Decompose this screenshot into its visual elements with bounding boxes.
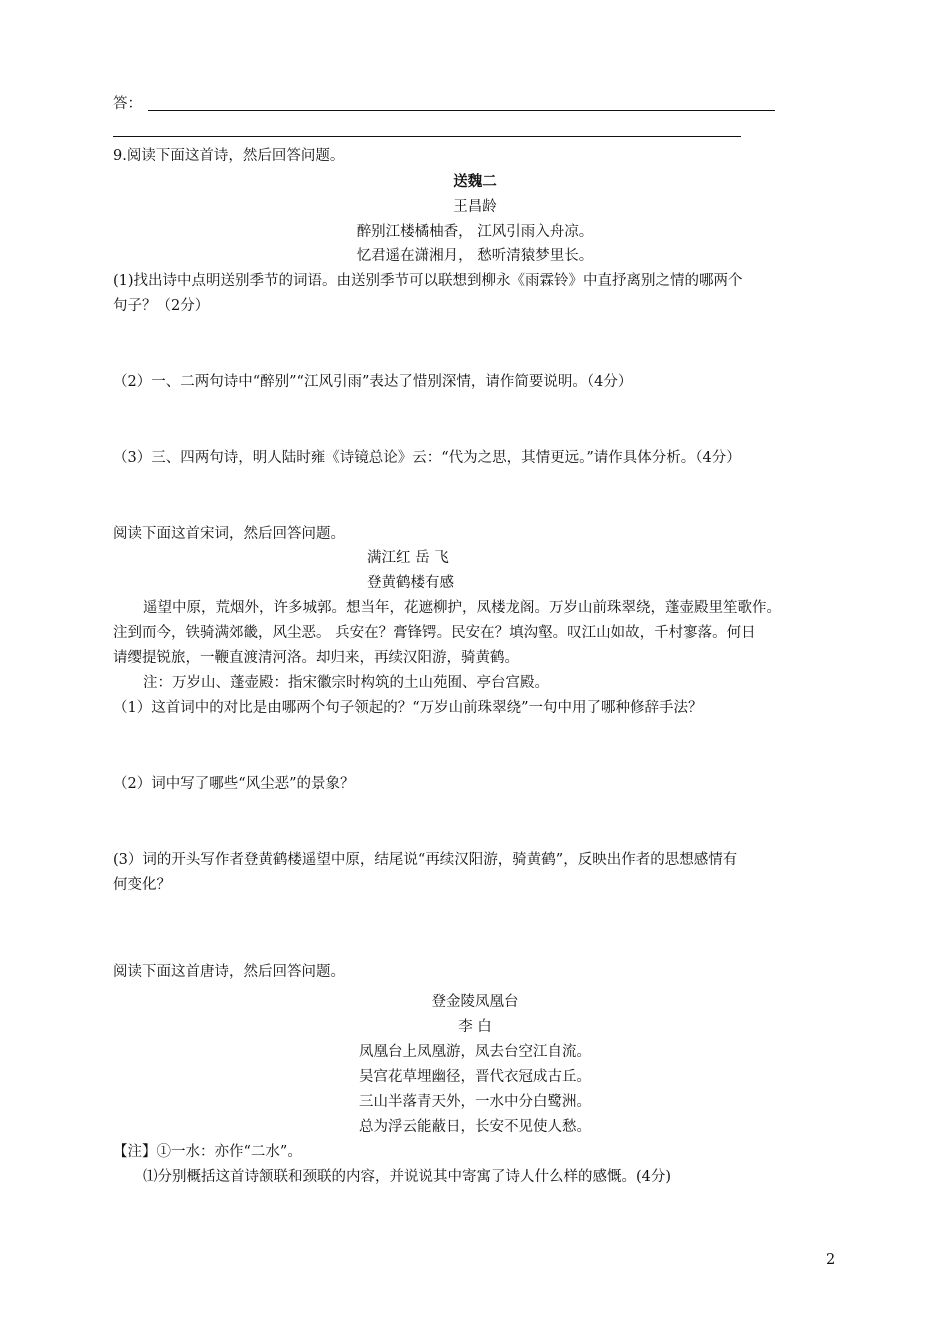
ci-note: 注：万岁山、蓬壶殿：指宋徽宗时构筑的土山苑囿、亭台宫殿。 (143, 675, 549, 691)
answer-label: 答： (113, 96, 142, 112)
question-text: (1)找出诗中点明送别季节的词语。由送别季节可以联想到柳永《雨霖铃》中直抒离别之情的哪两个 (113, 273, 743, 289)
question-text: (3）词的开头写作者登黄鹤楼遥望中原，结尾说“再续汉阳游，骑黄鹤”，反映出作者的思想感情有 (113, 852, 738, 868)
poem-author: 李 白 (458, 1019, 492, 1035)
ci-subtitle: 登黄鹤楼有感 (367, 575, 454, 591)
answer-line-2 (113, 136, 741, 137)
question-text: 句子？（2分） (113, 298, 210, 314)
question-text: （1）这首词中的对比是由哪两个句子领起的？“万岁山前珠翠绕”一句中用了哪种修辞手法？ (113, 700, 703, 716)
question-text: （3）三、四两句诗，明人陆时雍《诗镜总论》云：“代为之思，其情更远。”请作具体分析。（4分） (113, 450, 741, 466)
poem-line: 总为浮云能蔽日，长安不见使人愁。 (359, 1119, 591, 1135)
poem-title: 送魏二 (453, 173, 497, 190)
poem-line: 醉别江楼橘柚香， 江风引雨入舟凉。 (356, 224, 594, 240)
question-text: （2）词中写了哪些“风尘恶”的景象？ (113, 776, 355, 792)
poem-line: 凤凰台上凤凰游，凤去台空江自流。 (359, 1044, 591, 1060)
poem-author: 王昌龄 (453, 199, 497, 215)
ci-body-line: 注到而今，铁骑满郊畿，风尘恶。 兵安在？膏锋锷。民安在？填沟壑。叹江山如故，千村寥落。何日 (113, 625, 756, 641)
page-number: 2 (826, 1252, 836, 1268)
answer-line (148, 110, 775, 111)
q9-prompt: 9.阅读下面这首诗，然后回答问题。 (113, 148, 345, 164)
section-prompt: 阅读下面这首唐诗，然后回答问题。 (113, 964, 345, 980)
poem-title: 登金陵凤凰台 (431, 994, 519, 1010)
question-text: ⑴分别概括这首诗颔联和颈联的内容，并说说其中寄寓了诗人什么样的感慨。(4分) (143, 1169, 672, 1185)
ci-title: 满江红 岳 飞 (367, 550, 449, 566)
poem-line: 三山半落青天外，一水中分白鹭洲。 (359, 1094, 591, 1110)
section-prompt: 阅读下面这首宋词，然后回答问题。 (113, 526, 345, 542)
poem-line: 忆君遥在潇湘月， 愁听清猿梦里长。 (356, 248, 594, 264)
poem-line: 吴宫花草埋幽径，晋代衣冠成古丘。 (359, 1069, 591, 1085)
question-text: （2）一、二两句诗中“醉别”“江风引雨”表达了惜别深情，请作简要说明。（4分） (113, 374, 633, 390)
poem-note: 【注】①一水：亦作“二水”。 (113, 1144, 302, 1160)
question-text: 何变化？ (113, 877, 171, 893)
ci-body-line: 请缨提锐旅，一鞭直渡清河洛。却归来，再续汉阳游，骑黄鹤。 (113, 650, 519, 666)
ci-body-line: 遥望中原，荒烟外，许多城郭。想当年，花遮柳护，凤楼龙阁。万岁山前珠翠绕，蓬壶殿里笙歌作。 (143, 600, 781, 616)
